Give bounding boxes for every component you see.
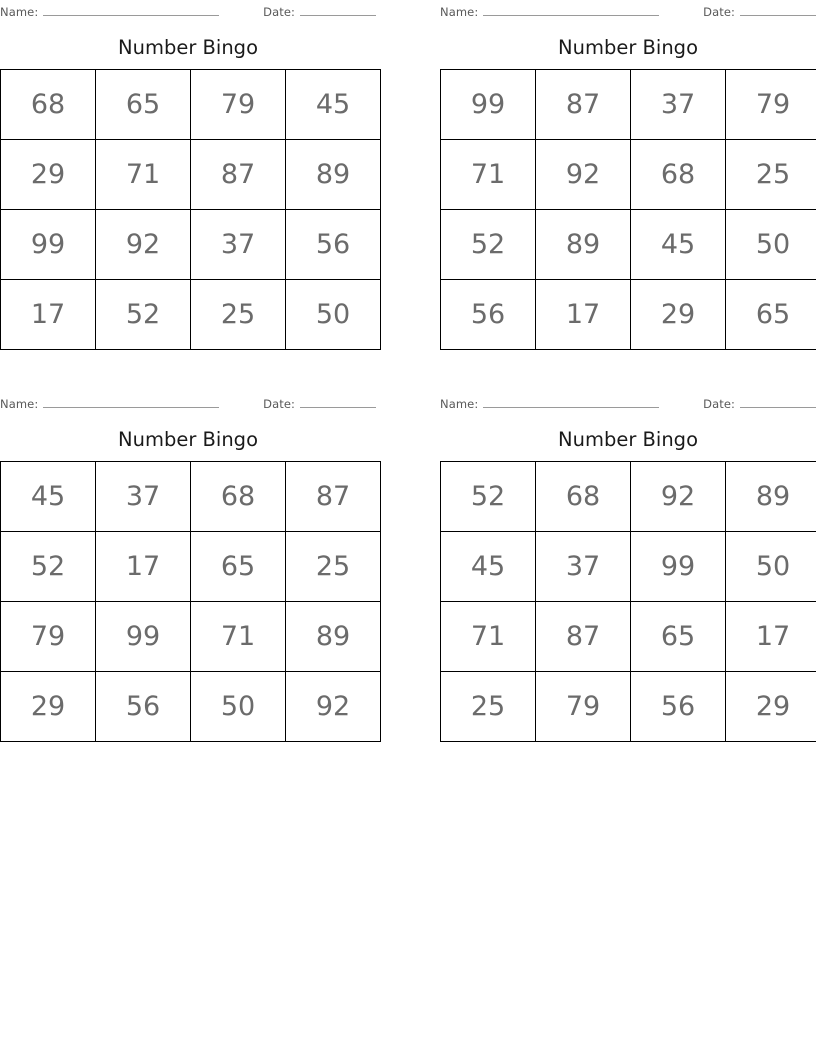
bingo-row bbox=[1, 70, 381, 140]
bingo-cell[interactable]: 71 bbox=[96, 140, 191, 210]
bingo-cell[interactable]: 89 bbox=[286, 602, 381, 672]
bingo-row bbox=[441, 462, 816, 532]
bingo-cell[interactable]: 68 bbox=[536, 462, 631, 532]
bingo-row bbox=[1, 672, 381, 742]
bingo-cell[interactable]: 52 bbox=[1, 532, 96, 602]
bingo-cell[interactable]: 68 bbox=[631, 140, 726, 210]
bingo-cell[interactable]: 37 bbox=[96, 462, 191, 532]
bingo-grid bbox=[440, 461, 816, 742]
bingo-cell[interactable]: 99 bbox=[96, 602, 191, 672]
bingo-cell[interactable]: 17 bbox=[1, 280, 96, 350]
bingo-cell[interactable]: 37 bbox=[191, 210, 286, 280]
bingo-cell[interactable]: 56 bbox=[96, 672, 191, 742]
card-header bbox=[440, 4, 816, 22]
bingo-grid bbox=[440, 69, 816, 350]
bingo-row bbox=[1, 210, 381, 280]
bingo-cell[interactable]: 29 bbox=[631, 280, 726, 350]
bingo-cell[interactable]: 65 bbox=[96, 70, 191, 140]
bingo-cell[interactable]: 17 bbox=[726, 602, 816, 672]
card-header bbox=[0, 396, 376, 414]
card-title: Number Bingo bbox=[118, 428, 258, 451]
bingo-cell[interactable]: 52 bbox=[441, 462, 536, 532]
bingo-row bbox=[1, 532, 381, 602]
bingo-row bbox=[441, 210, 816, 280]
bingo-cell[interactable]: 29 bbox=[1, 140, 96, 210]
bingo-row bbox=[1, 280, 381, 350]
bingo-row bbox=[441, 280, 816, 350]
bingo-cell[interactable]: 29 bbox=[726, 672, 816, 742]
bingo-cell[interactable]: 89 bbox=[536, 210, 631, 280]
date-field[interactable] bbox=[703, 4, 816, 19]
bingo-cell[interactable]: 45 bbox=[1, 462, 96, 532]
bingo-cell[interactable]: 71 bbox=[441, 602, 536, 672]
bingo-cell[interactable]: 25 bbox=[191, 280, 286, 350]
name-write-line[interactable] bbox=[483, 4, 659, 16]
bingo-card bbox=[440, 4, 816, 350]
bingo-card bbox=[440, 396, 816, 742]
date-field[interactable] bbox=[263, 4, 376, 19]
bingo-cell[interactable]: 92 bbox=[631, 462, 726, 532]
bingo-cell[interactable]: 79 bbox=[536, 672, 631, 742]
bingo-cell[interactable]: 25 bbox=[441, 672, 536, 742]
card-header bbox=[0, 4, 376, 22]
bingo-cell[interactable]: 87 bbox=[191, 140, 286, 210]
bingo-cell[interactable]: 87 bbox=[536, 602, 631, 672]
bingo-cell[interactable]: 79 bbox=[726, 70, 816, 140]
bingo-cell[interactable]: 68 bbox=[1, 70, 96, 140]
bingo-card bbox=[0, 4, 376, 350]
date-field[interactable] bbox=[703, 396, 816, 411]
bingo-cell[interactable]: 79 bbox=[1, 602, 96, 672]
bingo-row bbox=[441, 532, 816, 602]
bingo-cell[interactable]: 37 bbox=[631, 70, 726, 140]
bingo-cell[interactable]: 68 bbox=[191, 462, 286, 532]
name-write-line[interactable] bbox=[43, 396, 219, 408]
name-field[interactable] bbox=[0, 396, 219, 411]
bingo-cell[interactable]: 89 bbox=[726, 462, 816, 532]
card-header bbox=[440, 396, 816, 414]
bingo-row bbox=[441, 672, 816, 742]
bingo-card bbox=[0, 396, 376, 742]
bingo-cell[interactable]: 45 bbox=[441, 532, 536, 602]
bingo-cell[interactable]: 92 bbox=[286, 672, 381, 742]
bingo-cell[interactable]: 92 bbox=[96, 210, 191, 280]
bingo-cell[interactable]: 45 bbox=[631, 210, 726, 280]
name-write-line[interactable] bbox=[43, 4, 219, 16]
date-field[interactable] bbox=[263, 396, 376, 411]
bingo-cell[interactable]: 52 bbox=[441, 210, 536, 280]
bingo-cell[interactable]: 89 bbox=[286, 140, 381, 210]
bingo-cell[interactable]: 71 bbox=[191, 602, 286, 672]
bingo-cell[interactable]: 37 bbox=[536, 532, 631, 602]
date-label: Date: bbox=[703, 5, 735, 19]
bingo-cell[interactable]: 25 bbox=[286, 532, 381, 602]
bingo-cell[interactable]: 65 bbox=[726, 280, 816, 350]
bingo-row bbox=[1, 140, 381, 210]
bingo-cell[interactable]: 56 bbox=[441, 280, 536, 350]
date-label: Date: bbox=[263, 397, 295, 411]
bingo-cell[interactable]: 17 bbox=[536, 280, 631, 350]
card-title: Number Bingo bbox=[118, 36, 258, 59]
bingo-cell[interactable]: 50 bbox=[191, 672, 286, 742]
bingo-cell[interactable]: 87 bbox=[536, 70, 631, 140]
bingo-grid bbox=[0, 461, 381, 742]
bingo-row bbox=[441, 70, 816, 140]
bingo-cell[interactable]: 45 bbox=[286, 70, 381, 140]
bingo-cell[interactable]: 65 bbox=[191, 532, 286, 602]
name-label: Name: bbox=[0, 397, 39, 411]
bingo-cell[interactable]: 17 bbox=[96, 532, 191, 602]
date-label: Date: bbox=[703, 397, 735, 411]
name-field[interactable] bbox=[440, 4, 659, 19]
bingo-cell[interactable]: 56 bbox=[286, 210, 381, 280]
card-title: Number Bingo bbox=[558, 36, 698, 59]
bingo-row bbox=[441, 140, 816, 210]
bingo-cell[interactable]: 56 bbox=[631, 672, 726, 742]
bingo-cell[interactable]: 87 bbox=[286, 462, 381, 532]
bingo-cell[interactable]: 99 bbox=[1, 210, 96, 280]
card-title: Number Bingo bbox=[558, 428, 698, 451]
date-write-line[interactable] bbox=[300, 4, 376, 16]
bingo-cell[interactable]: 65 bbox=[631, 602, 726, 672]
name-write-line[interactable] bbox=[483, 396, 659, 408]
bingo-cell[interactable]: 92 bbox=[536, 140, 631, 210]
bingo-cell[interactable]: 50 bbox=[286, 280, 381, 350]
name-field[interactable] bbox=[440, 396, 659, 411]
bingo-row bbox=[1, 602, 381, 672]
bingo-row bbox=[1, 462, 381, 532]
name-label: Name: bbox=[440, 397, 479, 411]
bingo-grid bbox=[0, 69, 381, 350]
bingo-cell[interactable]: 79 bbox=[191, 70, 286, 140]
bingo-cell[interactable]: 52 bbox=[96, 280, 191, 350]
bingo-cell[interactable]: 50 bbox=[726, 210, 816, 280]
bingo-cell[interactable]: 99 bbox=[441, 70, 536, 140]
bingo-cell[interactable]: 29 bbox=[1, 672, 96, 742]
date-write-line[interactable] bbox=[740, 4, 816, 16]
bingo-row bbox=[441, 602, 816, 672]
bingo-cell[interactable]: 25 bbox=[726, 140, 816, 210]
name-field[interactable] bbox=[0, 4, 219, 19]
name-label: Name: bbox=[440, 5, 479, 19]
bingo-cell[interactable]: 99 bbox=[631, 532, 726, 602]
bingo-cell[interactable]: 71 bbox=[441, 140, 536, 210]
date-label: Date: bbox=[263, 5, 295, 19]
date-write-line[interactable] bbox=[740, 396, 816, 408]
name-label: Name: bbox=[0, 5, 39, 19]
date-write-line[interactable] bbox=[300, 396, 376, 408]
bingo-cell[interactable]: 50 bbox=[726, 532, 816, 602]
